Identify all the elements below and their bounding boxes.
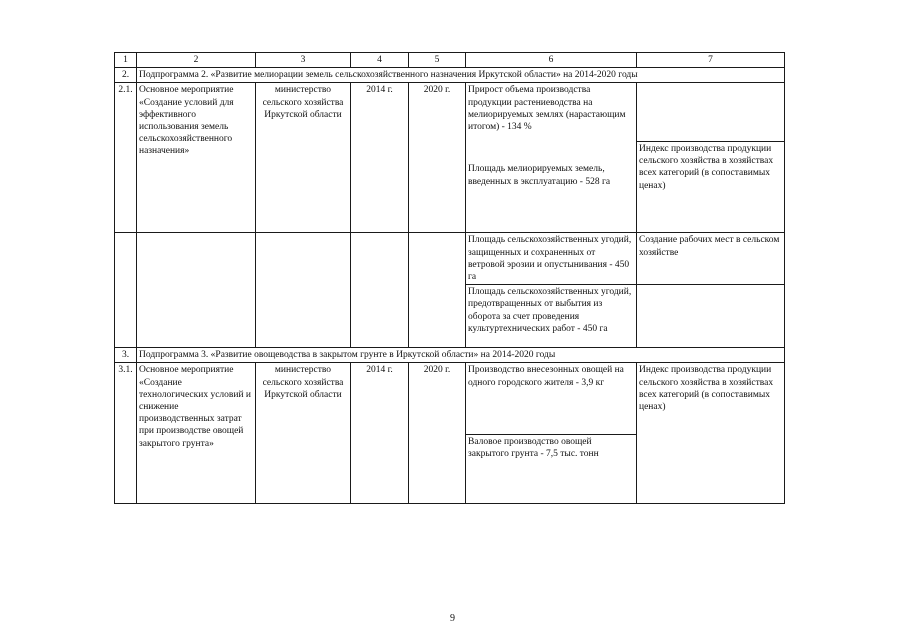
- event-number: 2.1.: [115, 83, 137, 233]
- program-table: [114, 52, 785, 504]
- subprogram-number: 2.: [115, 68, 137, 83]
- expected-result: Площадь мелиорируемых земель, введенных в эксплуатацию - 528 га: [466, 141, 637, 232]
- indicator-empty: [637, 83, 785, 142]
- event-executor: министерство сельского хозяйства Иркутской области: [256, 363, 351, 504]
- subprogram-3-row: [115, 348, 785, 363]
- event-start-year: 2014 г.: [351, 363, 409, 504]
- empty-cell: [115, 233, 137, 348]
- expected-result: Валовое производство овощей закрытого грунта - 7,5 тыс. тонн: [466, 434, 637, 504]
- subprogram-title: Подпрограмма 2. «Развитие мелиорации земель сельскохозяйственного назначения Иркутской области» на 2014-2020 годы: [137, 68, 785, 83]
- target-indicator: Создание рабочих мест в сельском хозяйстве: [637, 233, 785, 285]
- event-end-year: 2020 г.: [409, 83, 466, 233]
- expected-result: Производство внесезонных овощей на одного городского жителя - 3,9 кг: [466, 363, 637, 435]
- column-number: 1: [115, 53, 137, 68]
- subprogram-title: Подпрограмма 3. «Развитие овощеводства в закрытом грунте в Иркутской области» на 2014-2020 годы: [137, 348, 785, 363]
- event-executor: министерство сельского хозяйства Иркутской области: [256, 83, 351, 233]
- target-indicator: Индекс производства продукции сельского хозяйства в хозяйствах всех категорий (в сопоставимых ценах): [637, 141, 785, 232]
- subprogram-2-row: [115, 68, 785, 83]
- page-number: 9: [450, 613, 455, 624]
- event-2-1-row-c: [115, 233, 785, 285]
- event-description: Основное мероприятие «Создание технологических условий и снижение производственных затрат при производстве овощей закрытого грунта»: [137, 363, 256, 504]
- empty-cell: [409, 233, 466, 348]
- column-number: 3: [256, 53, 351, 68]
- indicator-empty: [637, 285, 785, 348]
- target-indicator: Индекс производства продукции сельского хозяйства в хозяйствах всех категорий (в сопоставимых ценах): [637, 363, 785, 504]
- empty-cell: [256, 233, 351, 348]
- event-2-1-row-a: [115, 83, 785, 142]
- expected-result: Прирост объема производства продукции растениеводства на мелиорируемых землях (нарастающим итогом) - 134 %: [466, 83, 637, 142]
- column-number: 7: [637, 53, 785, 68]
- empty-cell: [351, 233, 409, 348]
- event-3-1-row-a: [115, 363, 785, 435]
- column-number-row: [115, 53, 785, 68]
- empty-cell: [137, 233, 256, 348]
- subprogram-number: 3.: [115, 348, 137, 363]
- column-number: 2: [137, 53, 256, 68]
- column-number: 4: [351, 53, 409, 68]
- expected-result: Площадь сельскохозяйственных угодий, предотвращенных от выбытия из оборота за счет проведения культуртехнических работ - 450 га: [466, 285, 637, 348]
- column-number: 5: [409, 53, 466, 68]
- column-number: 6: [466, 53, 637, 68]
- expected-result: Площадь сельскохозяйственных угодий, защищенных и сохраненных от ветровой эрозии и опустынивания - 450 га: [466, 233, 637, 285]
- event-start-year: 2014 г.: [351, 83, 409, 233]
- event-end-year: 2020 г.: [409, 363, 466, 504]
- event-number: 3.1.: [115, 363, 137, 504]
- event-description: Основное мероприятие «Создание условий для эффективного использования земель сельскохозяйственного назначения»: [137, 83, 256, 233]
